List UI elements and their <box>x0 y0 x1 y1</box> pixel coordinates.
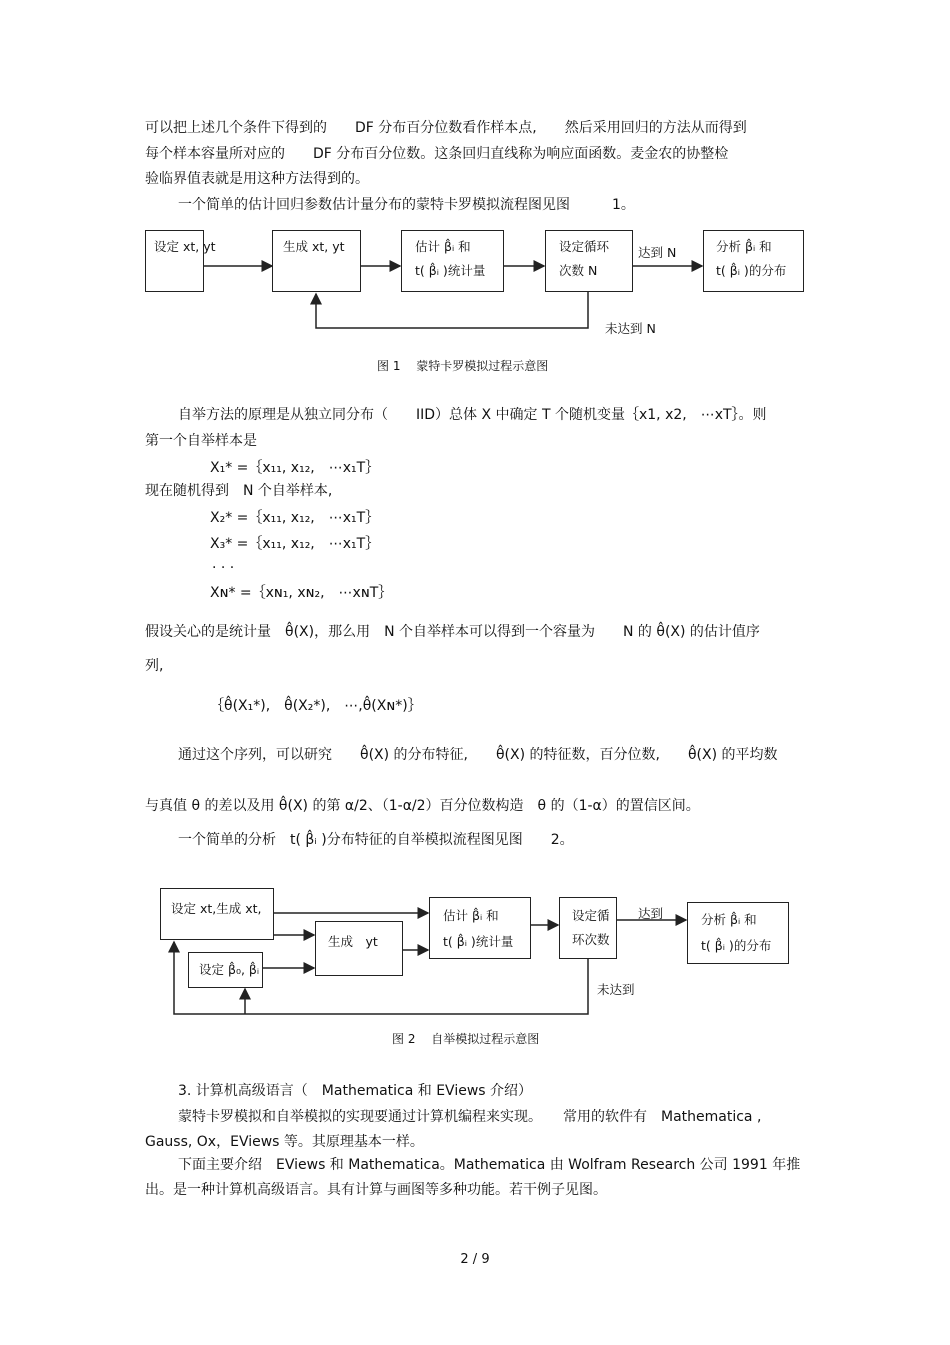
fig2-box-loop <box>559 897 617 959</box>
fig1-not-reach-label: 未达到 N <box>605 321 656 336</box>
equation-dots: · · · <box>212 560 235 576</box>
para2-line2: 第一个自举样本是 <box>145 433 257 449</box>
page-number: 2 / 9 <box>460 1252 490 1267</box>
fig2-box-set-beta-label: 设定 β̂₀, β̂ᵢ <box>199 962 260 977</box>
fig2-box-estimate-l2: t( β̂ᵢ )统计量 <box>443 934 514 949</box>
fig1-caption: 图 1 蒙特卡罗模拟过程示意图 <box>377 359 549 373</box>
para2-line5: 列, <box>145 658 164 674</box>
fig2-box-set-generate-x-label: 设定 xt,生成 xt, <box>171 901 262 916</box>
fig1-box-generate-label: 生成 xt, yt <box>283 239 345 254</box>
para2-line7: 与真值 θ 的差以及用 θ̂(X) 的第 α/2、（1-α/2）百分位数构造 θ 的（1-α）的置信区间。 <box>145 798 700 814</box>
fig1-reach-label: 达到 N <box>638 245 677 260</box>
section3-line1: 蒙特卡罗模拟和自举模拟的实现要通过计算机编程来实现。 常用的软件有 Mathematica , <box>178 1109 762 1125</box>
para2-line3: 现在随机得到 N 个自举样本, <box>145 483 333 499</box>
section3-heading: 3. 计算机高级语言（ Mathematica 和 EViews 介绍） <box>178 1083 533 1099</box>
fig2-reach-label: 达到 <box>638 906 664 921</box>
fig2-caption: 图 2 自举模拟过程示意图 <box>392 1032 540 1046</box>
fig2-box-loop-l2: 环次数 <box>572 932 610 947</box>
section3-line2: Gauss, Ox，EViews 等。其原理基本一样。 <box>145 1134 424 1150</box>
fig2-box-estimate-l1: 估计 β̂ᵢ 和 <box>443 908 499 923</box>
section3-line4: 出。是一种计算机高级语言。具有计算与画图等多种功能。若干例子见图。 <box>145 1182 607 1198</box>
para2-line4: 假设关心的是统计量 θ̂(X)，那么用 N 个自举样本可以得到一个容量为 N 的 θ̂(X) 的估计值序 <box>145 624 760 640</box>
fig1-box-analyze-l1: 分析 β̂ᵢ 和 <box>716 239 772 254</box>
equation-x1: X₁* =｛x₁₁, x₁₂, ⋯x₁T｝ <box>210 460 380 476</box>
fig2-box-estimate <box>429 897 531 959</box>
fig1-box-estimate-l1: 估计 β̂ᵢ 和 <box>415 239 471 254</box>
fig2-box-analyze-l2: t( β̂ᵢ )的分布 <box>701 938 772 953</box>
fig2-box-generate-y <box>315 921 403 976</box>
equation-x2: X₂* =｛x₁₁, x₁₂, ⋯x₁T｝ <box>210 510 380 526</box>
para2-line1: 自举方法的原理是从独立同分布（ IID）总体 X 中确定 T 个随机变量｛x1, x2, ⋯xT｝。则 <box>178 407 767 423</box>
fig2-box-analyze <box>687 902 789 964</box>
equation-x3: X₃* =｛x₁₁, x₁₂, ⋯x₁T｝ <box>210 536 380 552</box>
fig2-box-analyze-l1: 分析 β̂ᵢ 和 <box>701 912 757 927</box>
fig1-box-set-xy-label: 设定 xt, yt <box>154 239 216 254</box>
para2-line8: 一个简单的分析 t( β̂ᵢ )分布特征的自举模拟流程图见图 2。 <box>178 832 574 848</box>
section3-line3: 下面主要介绍 EViews 和 Mathematica。Mathematica 由 Wolfram Research 公司 1991 年推 <box>178 1157 801 1173</box>
fig2-box-generate-y-label: 生成 yt <box>328 934 378 949</box>
estimate-sequence: ｛θ̂(X₁*), θ̂(X₂*), ⋯,θ̂(Xɴ*)｝ <box>210 698 422 714</box>
para1-line1: 可以把上述几个条件下得到的 DF 分布百分位数看作样本点, 然后采用回归的方法从而得到 <box>145 120 747 136</box>
fig2-box-set-generate-x <box>160 888 274 940</box>
fig2-box-loop-l1: 设定循 <box>572 908 610 923</box>
para1-line4: 一个简单的估计回归参数估计量分布的蒙特卡罗模拟流程图见图 1。 <box>178 197 635 213</box>
para2-line6: 通过这个序列，可以研究 θ̂(X) 的分布特征, θ̂(X) 的特征数，百分位数, θ̂(X) 的平均数 <box>178 747 778 763</box>
fig1-box-loop-l2: 次数 N <box>559 263 598 278</box>
fig2-not-reach-label: 未达到 <box>597 982 635 997</box>
fig2-box-set-beta <box>188 952 263 988</box>
para1-line3: 验临界值表就是用这种方法得到的。 <box>145 171 369 187</box>
para1-line2: 每个样本容量所对应的 DF 分布百分位数。这条回归直线称为响应面函数。麦金农的协整检 <box>145 146 729 162</box>
fig1-box-analyze-l2: t( β̂ᵢ )的分布 <box>716 263 787 278</box>
equation-xn: Xɴ* =｛xɴ₁, xɴ₂, ⋯xɴT｝ <box>210 585 393 601</box>
fig1-box-loop-l1: 设定循环 <box>559 239 610 254</box>
fig1-box-estimate-l2: t( β̂ᵢ )统计量 <box>415 263 486 278</box>
